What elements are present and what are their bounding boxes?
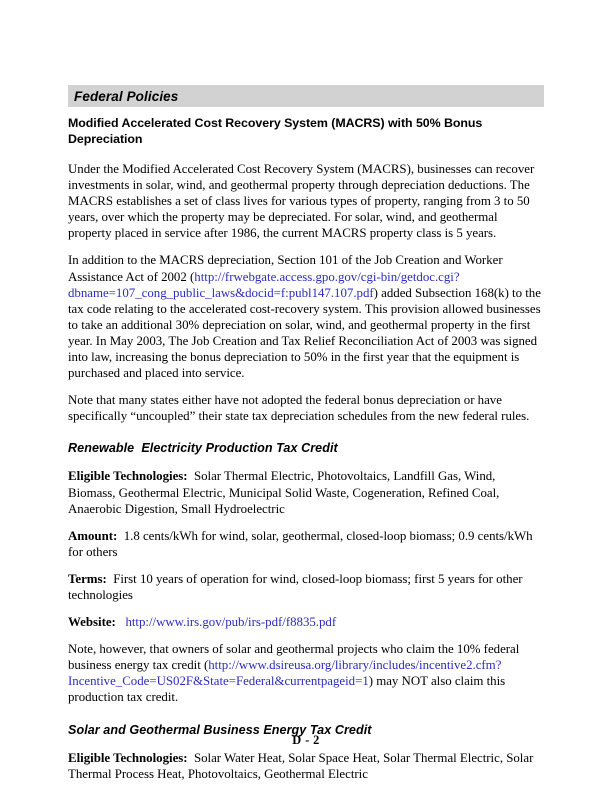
paragraph-macrs-section101 bbox=[68, 252, 544, 381]
link-dsireusa-incentive[interactable]: http://www.dsireusa.org/library/includes/incentive2.cfm?Incentive_Code=US02F&State=Federal&currentpageid=1 bbox=[68, 658, 502, 689]
page-title: Modified Accelerated Cost Recovery System (MACRS) with 50% Bonus Depreciation bbox=[68, 116, 486, 146]
heading-renewable-electricity-production-tax-credit: Renewable Electricity Production Tax Credit bbox=[68, 441, 338, 456]
eligible-technologies-label: Eligible Technologies: bbox=[68, 469, 188, 484]
eligible-technologies-label: Eligible Technologies: bbox=[68, 750, 188, 765]
section-banner-title: Federal Policies bbox=[74, 88, 179, 104]
paragraph-text-before-link: In addition to the MACRS depreciation, Section 101 of the Job Creation and Worker Assistance Act of 2002 ( bbox=[68, 253, 503, 284]
amount-value: 1.8 cents/kWh for wind, solar, geothermal, closed-loop biomass; 0.9 cents/kWh for others bbox=[68, 528, 533, 559]
eligible-technologies-value: Solar Water Heat, Solar Space Heat, Solar Thermal Electric, Solar Thermal Process Heat, Photovoltaics, Geothermal Electric bbox=[68, 750, 534, 781]
note-text-after-link: ) may NOT also claim this production tax credit. bbox=[68, 674, 506, 705]
field-website bbox=[68, 614, 544, 630]
paragraph-production-credit-note bbox=[68, 641, 544, 705]
website-label: Website: bbox=[68, 615, 116, 630]
section-banner bbox=[68, 85, 544, 107]
terms-value: First 10 years of operation for wind, closed-loop biomass; first 5 years for other technologies bbox=[68, 571, 523, 602]
link-irs-f8835[interactable]: http://www.irs.gov/pub/irs-pdf/f8835.pdf bbox=[125, 615, 337, 630]
field-amount bbox=[68, 528, 544, 560]
document-content bbox=[68, 116, 544, 782]
heading-solar-geothermal-business-energy-tax-credit: Solar and Geothermal Business Energy Tax Credit bbox=[68, 722, 372, 737]
note-text-before-link: Note, however, that owners of solar and geothermal projects who claim the 10% federal business energy tax credit ( bbox=[68, 642, 520, 673]
field-terms bbox=[68, 571, 544, 603]
eligible-technologies-value: Solar Thermal Electric, Photovoltaics, Landfill Gas, Wind, Biomass, Geothermal Electric, Municipal Solid Waste, Cogeneration, Refined Coal, Anaerobic Digestion, Small Hydroelectric bbox=[68, 469, 500, 516]
field-eligible-technologies-solar bbox=[68, 750, 544, 782]
terms-label: Terms: bbox=[68, 571, 107, 586]
paragraph-macrs-state-note: Note that many states either have not adopted the federal bonus depreciation or have specifically “uncoupled” their state tax depreciation schedules from the new federal rules. bbox=[68, 393, 530, 424]
paragraph-macrs-intro: Under the Modified Accelerated Cost Recovery System (MACRS), businesses can recover investments in solar, wind, and geothermal property through depreciation deductions. The MACRS establishes a set of class lives for various types of property, ranging from 3 to 50 years, over which the property may be depreciated. For solar, wind, and geothermal property placed in service after 1986, the current MACRS property class is 5 years. bbox=[68, 162, 535, 241]
link-gpo-publ147[interactable]: http://frwebgate.access.gpo.gov/cgi-bin/getdoc.cgi?dbname=107_cong_public_laws&docid=f:publ147.107.pdf bbox=[68, 269, 460, 300]
paragraph-text-after-link: ) added Subsection 168(k) to the tax code relating to the accelerated cost-recovery system. This provision allowed businesses to take an additional 30% depreciation on solar, wind, and geothermal property in the first year. In May 2003, The Job Creation and Tax Relief Reconciliation Act of 2003 was signed into law, increasing the bonus depreciation to 50% in the first year that the equipment is purchased and placed into service. bbox=[68, 285, 541, 381]
field-eligible-technologies-renewable bbox=[68, 468, 544, 516]
page-footer: D - 2 bbox=[292, 733, 320, 747]
amount-label: Amount: bbox=[68, 528, 118, 543]
